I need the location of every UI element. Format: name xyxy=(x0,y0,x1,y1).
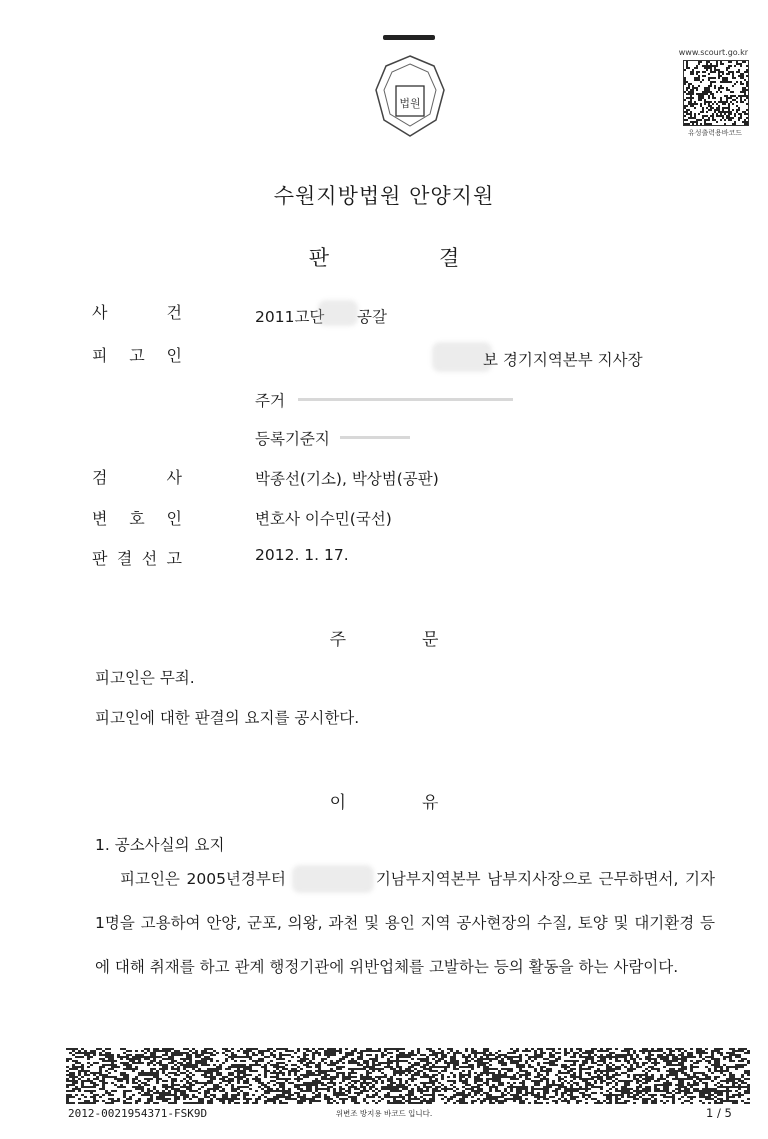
label-char: 호 xyxy=(129,509,145,528)
paragraph-part-1: 피고인은 2005년경부터 xyxy=(120,870,286,888)
title-char-1: 판 xyxy=(308,246,329,270)
label-char: 고 xyxy=(166,549,182,568)
redacted-smudge xyxy=(318,300,358,326)
label-sentence-date xyxy=(92,546,182,569)
label-char: 변 xyxy=(92,509,108,528)
qr-caption: 유성출력용바코드 xyxy=(687,129,743,137)
defendant-position: 보 경기지역본부 지사장 xyxy=(483,351,643,369)
qr-code-icon xyxy=(683,60,749,126)
reason-char-2: 유 xyxy=(422,793,439,813)
document-title xyxy=(0,242,768,272)
address-label: 주거 xyxy=(255,392,285,410)
site-url: www.scourt.go.kr xyxy=(678,48,748,57)
label-char: 선 xyxy=(141,549,158,568)
reason-heading xyxy=(0,788,768,813)
sentence-date: 2012. 1. 17. xyxy=(255,546,349,564)
order-char-1: 주 xyxy=(329,630,346,650)
label-char: 결 xyxy=(116,549,133,568)
anti-forgery-barcode-icon xyxy=(66,1048,750,1104)
order-heading xyxy=(0,625,768,650)
page-number: 1 / 5 xyxy=(706,1106,732,1120)
label-char: 인 xyxy=(166,509,182,528)
label-counsel xyxy=(92,506,182,529)
label-char: 판 xyxy=(92,549,108,568)
paragraph-part-2: 기남부지역본부 남부지사장으로 근무하면서, 기자 1명을 고용하여 안양, 군포, 의왕, 과천 및 용인 지역 공사현장의 수질, 토양 및 대기환경 등에 대해 취재를 하고 관계 행정기관에 위반업체를 고발하는 등의 활동을 하는 사람이다. xyxy=(95,870,715,976)
document-number: 2012-0021954371-FSK9D xyxy=(68,1107,208,1120)
reason-paragraph xyxy=(95,857,715,989)
barcode-notice: 위변조 방지용 바코드 입니다. xyxy=(335,1109,433,1118)
court-name: 수원지방법원 안양지원 xyxy=(273,184,495,208)
reason-char-1: 이 xyxy=(329,793,346,813)
label-char: 검 xyxy=(92,468,108,487)
label-char: 피 xyxy=(92,346,108,365)
order-line-1: 피고인은 무죄. xyxy=(95,669,195,687)
label-case xyxy=(92,300,182,323)
label-prosecutor xyxy=(92,465,182,488)
order-line-2: 피고인에 대한 판결의 요지를 공시한다. xyxy=(95,709,360,727)
label-char: 사 xyxy=(166,468,182,487)
label-char: 인 xyxy=(166,346,182,365)
label-char: 고 xyxy=(129,346,145,365)
top-mark xyxy=(383,35,435,40)
case-number: 2011고단 xyxy=(255,308,325,326)
registry-label: 등록기준지 xyxy=(255,430,330,448)
label-char: 건 xyxy=(166,303,182,322)
counsel-name: 변호사 이수민(국선) xyxy=(255,510,392,528)
reason-subheading: 1. 공소사실의 요지 xyxy=(95,836,225,854)
redacted-address xyxy=(298,398,513,401)
order-char-2: 문 xyxy=(422,630,439,650)
court-seal-icon xyxy=(370,50,450,142)
redacted-registry xyxy=(340,436,410,439)
case-name: 공갈 xyxy=(357,308,387,326)
label-defendant xyxy=(92,343,182,366)
prosecutors: 박종선(기소), 박상범(공판) xyxy=(255,470,439,488)
seal-text: 법원 xyxy=(399,97,421,110)
title-char-2: 결 xyxy=(439,246,460,270)
label-char: 사 xyxy=(92,303,108,322)
